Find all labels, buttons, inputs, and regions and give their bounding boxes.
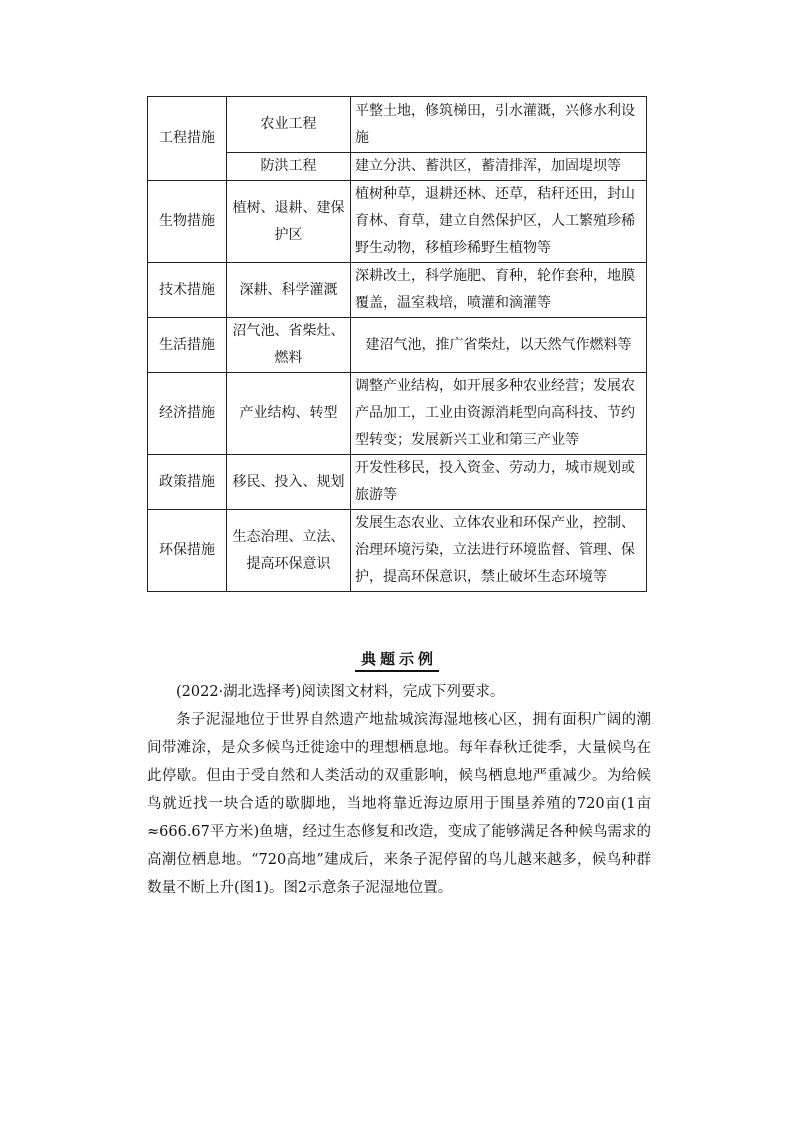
category-cell: 经济措施 [148, 373, 227, 455]
description-cell: 深耕改土，科学施肥、育种，轮作套种，地膜覆盖，温室栽培，喷灌和滴灌等 [351, 263, 647, 318]
category-cell: 生物措施 [148, 181, 227, 263]
table-row [148, 455, 647, 510]
subcategory-cell: 防洪工程 [227, 153, 351, 181]
example-body [147, 678, 651, 902]
description-cell: 植树种草，退耕还林、还草，秸秆还田，封山育林、育草，建立自然保护区，人工繁殖珍稀野生动物，移植珍稀野生植物等 [351, 181, 647, 263]
subcategory-cell: 农业工程 [227, 97, 351, 153]
description-cell: 开发性移民，投入资金、劳动力，城市规划或旅游等 [351, 455, 647, 510]
description-cell: 建立分洪、蓄洪区，蓄清排浑，加固堤坝等 [351, 153, 647, 181]
subcategory-cell: 生态治理、立法、提高环保意识 [227, 510, 351, 592]
category-cell: 技术措施 [148, 263, 227, 318]
example-heading [0, 648, 794, 669]
subcategory-cell: 深耕、科学灌溉 [227, 263, 351, 318]
subcategory-cell: 沼气池、省柴灶、燃料 [227, 318, 351, 373]
subcategory-cell: 植树、退耕、建保护区 [227, 181, 351, 263]
description-cell: 平整土地，修筑梯田，引水灌溉，兴修水利设施 [351, 97, 647, 153]
category-cell: 政策措施 [148, 455, 227, 510]
question-source: (2022·湖北选择考)阅读图文材料，完成下列要求。 [176, 684, 505, 700]
table-row [148, 263, 647, 318]
subcategory-cell: 产业结构、转型 [227, 373, 351, 455]
table-row [148, 181, 647, 263]
category-cell: 工程措施 [148, 97, 227, 181]
table-row [148, 510, 647, 592]
description-cell: 建沼气池，推广省柴灶，以天然气作燃料等 [351, 318, 647, 373]
measures-table [147, 96, 647, 592]
description-cell: 调整产业结构，如开展多种农业经营；发展农产品加工，工业由资源消耗型向高科技、节约型转变；发展新兴工业和第三产业等 [351, 373, 647, 455]
subcategory-cell: 移民、投入、规划 [227, 455, 351, 510]
material-paragraph: 条子泥湿地位于世界自然遗产地盐城滨海湿地核心区，拥有面积广阔的潮间带滩涂，是众多候鸟迁徙途中的理想栖息地。每年春秋迁徙季，大量候鸟在此停歇。但由于受自然和人类活动的双重影响，候鸟栖息地严重减少。为给候鸟就近找一块合适的歇脚地，当地将靠近海边原用于围垦养殖的720亩(1亩≈666.67平方米)鱼塘，经过生态修复和改造，变成了能够满足各种候鸟需求的高潮位栖息地。“720高地”建成后，来条子泥停留的鸟儿越来越多，候鸟种群数量不断上升(图1)。图2示意条子泥湿地位置。 [147, 712, 651, 896]
example-heading-text: 典题示例 [355, 650, 439, 672]
table-row [148, 318, 647, 373]
description-cell: 发展生态农业、立体农业和环保产业，控制、治理环境污染，立法进行环境监督、管理、保护，提高环保意识，禁止破坏生态环境等 [351, 510, 647, 592]
category-cell: 环保措施 [148, 510, 227, 592]
table-row [148, 373, 647, 455]
category-cell: 生活措施 [148, 318, 227, 373]
table-row [148, 97, 647, 153]
